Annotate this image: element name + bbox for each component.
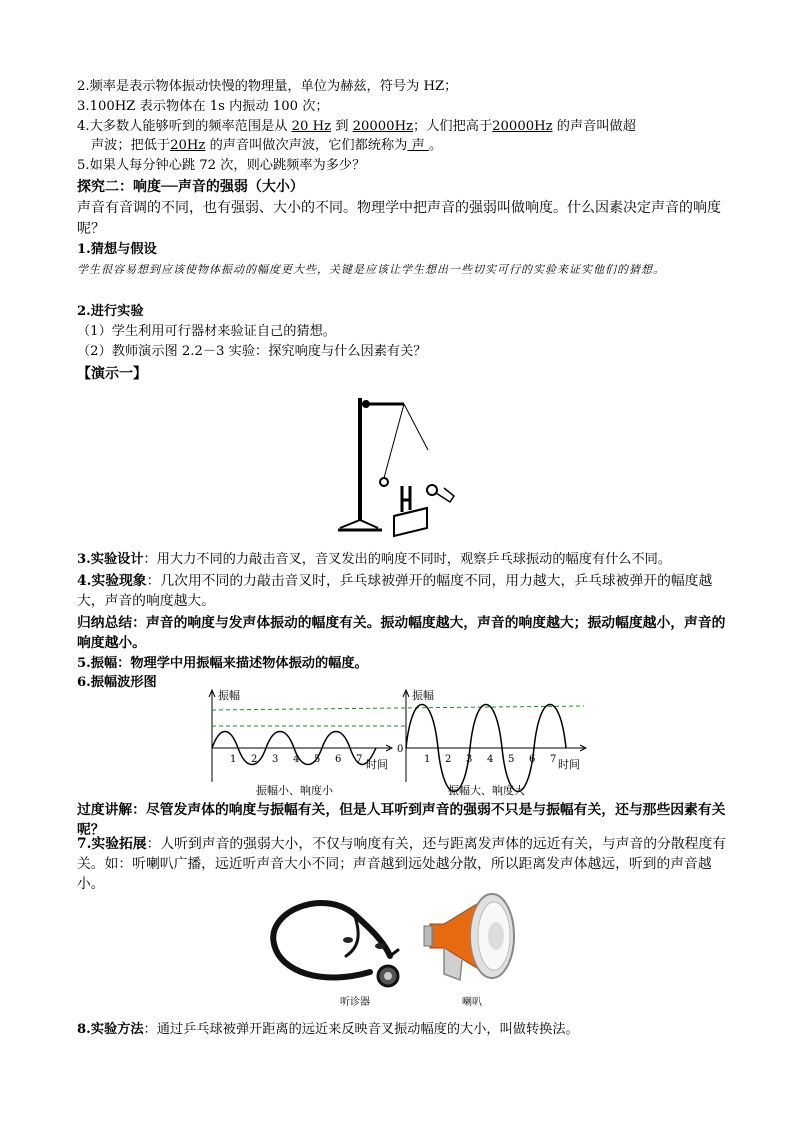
tick-label: 4 xyxy=(293,754,300,765)
tick-label: 7 xyxy=(550,754,557,765)
line-frequency-def: 2.频率是表示物体振动快慢的物理量，单位为赫兹，符号为 HZ； xyxy=(77,79,458,94)
tick-label: 7 xyxy=(356,754,363,765)
amplitude-def: 5.振幅：物理学中用振幅来描述物体振动的幅度。 xyxy=(77,656,368,671)
waveform-heading: 6.振幅波形图 xyxy=(77,675,157,690)
loudness-intro: 声音有音调的不同，也有强弱、大小的不同。物理学中把声音的强弱叫做响度。什么因素决定声音的响度呢？ xyxy=(77,200,721,237)
tick-label: 4 xyxy=(487,754,494,765)
tick-label: 3 xyxy=(272,754,279,765)
megaphone-caption: 喇叭 xyxy=(462,997,482,1008)
stethoscope-figure xyxy=(262,892,412,1002)
tick-label: 2 xyxy=(445,754,452,765)
demo-label: 【演示一】 xyxy=(77,366,147,382)
left-xlabel: 时间 xyxy=(366,758,388,771)
line-heartbeat-question: 5.如果人每分钟心跳 72 次，则心跳频率为多少？ xyxy=(77,158,366,173)
extension-text: 7.实验拓展：人听到声音的强弱大小，不仅与响度有关，还与距离发声体的远近有关，与声音的分散程度有关。如：听喇叭广播，远近听声音大小不同；声音越到远处越分散，所以距离发声体越远，听到的声音越小。 xyxy=(77,836,727,892)
tick-label: 5 xyxy=(508,754,515,765)
tick-label: 5 xyxy=(314,754,321,765)
tick-label: 6 xyxy=(529,754,536,765)
left-caption: 振幅小、响度小 xyxy=(256,784,333,797)
right-ylabel: 振幅 xyxy=(412,689,434,702)
tick-label: 1 xyxy=(424,754,431,765)
hypothesis-text: 学生很容易想到应该使物体振动的幅度更大些，关键是应该让学生想出一些切实可行的实验来证实他们的猜想。 xyxy=(77,263,665,276)
experiment-step-2: （2）教师演示图 2.2－3 实验：探究响度与什么因素有关？ xyxy=(77,344,427,359)
experiment-step-1: （1）学生利用可行器材来验证自己的猜想。 xyxy=(77,324,336,339)
heading-experiment: 2.进行实验 xyxy=(77,304,144,319)
stethoscope-caption: 听诊器 xyxy=(340,997,370,1008)
right-xlabel: 时间 xyxy=(558,758,580,771)
zero-label: 0 xyxy=(397,744,404,755)
section-title-loudness: 探究二：响度──声音的强弱（大小） xyxy=(77,179,304,195)
summary-text: 归纳总结：声音的响度与发声体振动的幅度有关。振动幅度越大，声音的响度越大；振动幅度越小，声音的响度越小。 xyxy=(77,615,726,651)
method-text: 8.实验方法：通过乒乓球被弹开距离的远近来反映音叉振动幅度的大小，叫做转换法。 xyxy=(77,1022,579,1037)
tick-label: 3 xyxy=(466,754,473,765)
line-100hz: 3.100HZ 表示物体在 1s 内振动 100 次； xyxy=(77,99,329,114)
tick-label: 1 xyxy=(230,754,237,765)
megaphone-figure xyxy=(420,890,530,990)
tuning-fork-apparatus-figure xyxy=(332,390,462,538)
tick-label: 6 xyxy=(335,754,342,765)
right-caption: 振幅大、响度大 xyxy=(448,784,525,797)
line-infrasound: 声波；把低于20Hz 的声音叫做次声波，它们都统称为 声 。 xyxy=(91,138,443,153)
transition-text: 过度讲解：尽管发声体的响度与振幅有关，但是人耳听到声音的强弱不只是与振幅有关，还与那些因素有关呢？ xyxy=(77,802,726,838)
left-ylabel: 振幅 xyxy=(218,689,240,702)
design-text: 3.实验设计：用大力不同的力敲击音叉，音叉发出的响度不同时，观察乒乓球振动的幅度有什么不同。 xyxy=(77,552,672,567)
line-hearing-range: 4.大多数人能够听到的频率范围是从 20 Hz 到 20000Hz；人们把高于20000Hz 的声音叫做超 xyxy=(77,119,636,134)
heading-hypothesis: 1.猜想与假设 xyxy=(77,242,157,257)
tick-label: 2 xyxy=(251,754,258,765)
amplitude-waveform-graph xyxy=(200,686,590,800)
phenomenon-text: 4.实验现象：几次用不同的力敲击音叉时，乒乓球被弹开的幅度不同，用力越大，乒乓球被弹开的幅度越大，声音的响度越大。 xyxy=(77,573,713,609)
